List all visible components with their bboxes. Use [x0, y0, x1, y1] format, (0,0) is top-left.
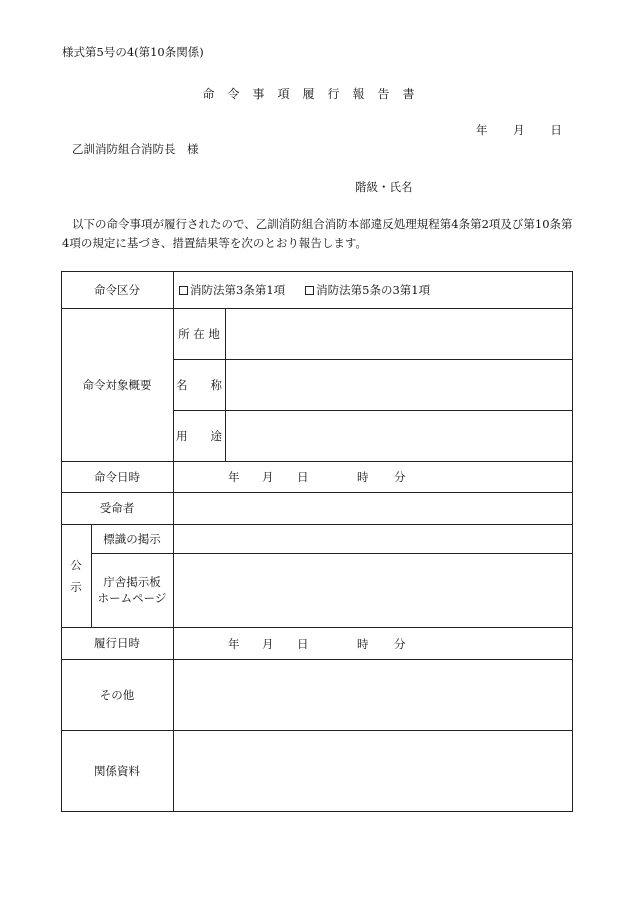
addressee: 乙訓消防組合消防長 様: [72, 142, 199, 156]
date-year: 年: [476, 123, 488, 137]
order-type-options: [179, 271, 573, 308]
use-label: 用 途: [176, 428, 222, 443]
checkbox-icon[interactable]: [179, 286, 188, 295]
use-field[interactable]: [226, 411, 572, 461]
order-datetime-field[interactable]: [173, 461, 573, 492]
board-homepage-label: 庁舎掲示板 ホームページ: [97, 575, 167, 605]
fulfillment-minute: 分: [394, 637, 406, 651]
target-summary-label: 命令対象概要: [82, 377, 152, 392]
sign-posting-field[interactable]: [174, 525, 572, 553]
other-field[interactable]: [174, 660, 572, 730]
name-field[interactable]: [226, 360, 572, 410]
fulfillment-month: 月: [262, 637, 274, 651]
recipient-label: 受命者: [99, 501, 135, 515]
related-materials-label: 関係資料: [94, 763, 140, 778]
order-type-option-2[interactable]: 消防法第5条の3第1項: [305, 282, 430, 298]
rank-name-label: 階級・氏名: [355, 180, 413, 194]
form-number: 様式第5号の4(第10条関係): [62, 45, 204, 59]
location-label: 所 在 地: [178, 326, 220, 341]
date-day: 日: [550, 123, 562, 137]
report-form-table: [61, 271, 573, 812]
checkbox-icon[interactable]: [305, 286, 314, 295]
date-month: 月: [513, 123, 525, 137]
order-year: 年: [228, 470, 240, 484]
order-minute: 分: [394, 470, 406, 484]
order-datetime-label: 命令日時: [94, 469, 140, 484]
name-label: 名 称: [176, 377, 222, 392]
order-day: 日: [297, 470, 309, 484]
sign-posting-label: 標識の掲示: [103, 531, 161, 546]
fulfillment-datetime-field[interactable]: [173, 627, 573, 659]
order-month: 月: [262, 470, 274, 484]
recipient-field[interactable]: [174, 493, 572, 524]
fulfillment-datetime-label: 履行日時: [94, 636, 140, 650]
public-notice-label: 公 示: [70, 557, 82, 594]
document-title: 命令事項履行報告書: [202, 87, 428, 101]
order-type-option-1[interactable]: 消防法第3条第1項: [179, 282, 285, 298]
fulfillment-day: 日: [297, 637, 309, 651]
order-hour: 時: [357, 470, 369, 484]
location-field[interactable]: [226, 309, 572, 359]
fulfillment-hour: 時: [357, 637, 369, 651]
other-label: その他: [99, 687, 135, 702]
board-homepage-field[interactable]: [174, 554, 572, 627]
report-date: [476, 122, 562, 138]
intro-text: 以下の命令事項が履行されたので、乙訓消防組合消防本部違反処理規程第4条第2項及び第10条第4項の規定に基づき、措置結果等を次のとおり報告します。: [62, 217, 573, 250]
fulfillment-year: 年: [228, 637, 240, 651]
order-type-label: 命令区分: [94, 282, 140, 297]
related-materials-field[interactable]: [174, 731, 572, 811]
